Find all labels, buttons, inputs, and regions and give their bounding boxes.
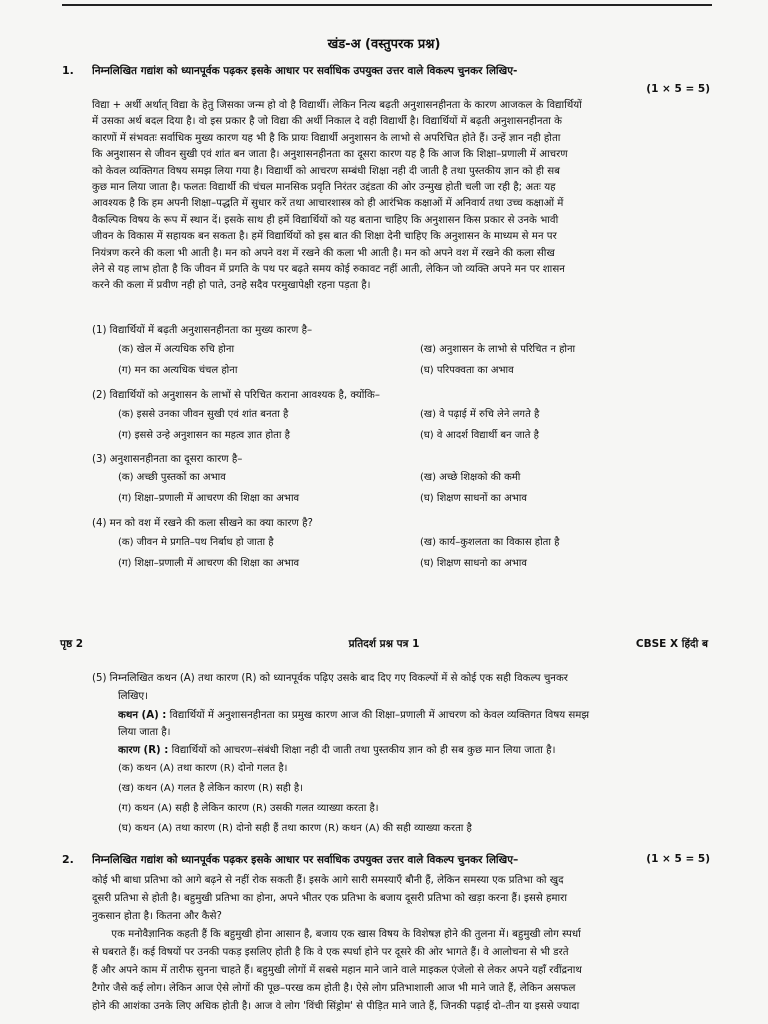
passage-line: वैकल्पिक विषय के रूप में स्थान दें। इसके साथ ही हमें विद्यार्थियों को यह बताना चाहिए कि अनुशासन किस प्रकार से उनके भावी <box>92 214 559 226</box>
option-ka[interactable]: (क) खेल में अत्यधिक रुचि होना <box>118 344 235 355</box>
assertion-cont: लिया जाता है। <box>118 727 171 738</box>
option-gha[interactable]: (घ) कथन (A) तथा कारण (R) दोनो सही हैं तथा कारण (R) कथन (A) की सही व्याख्या करता है <box>118 823 472 834</box>
passage-line: एक मनोवैज्ञानिक कहती हैं कि बहुमुखी होना आसान है, बजाय एक खास विषय के विशेषज्ञ होने की तुलना में। बहुमुखी लोग स्पर्धा <box>92 929 581 940</box>
option-ka[interactable]: (क) इससे उनका जीवन सुखी एवं शांत बनता है <box>118 409 289 420</box>
assertion <box>118 707 712 721</box>
course-label: CBSE X हिंदी ब <box>635 638 708 650</box>
assertion-text: विद्यार्थियों में अनुशासनहीनता का प्रमुख कारण आज की शिक्षा–प्रणाली में आचरण को केवल व्यक्तिगत विषय समझ <box>169 710 590 721</box>
passage-line: कि अनुशासन से जीवन सुखी एवं शांत बन जाता है। अनुशासनहीनता का दूसरा कारण यह है कि आज कि शिक्षा–प्रणाली में आचरण <box>92 149 568 161</box>
option-ga[interactable]: (ग) शिक्षा–प्रणाली में आचरण की शिक्षा का अभाव <box>118 558 300 569</box>
option-ga[interactable]: (ग) इससे उन्हे अनुशासन का महत्व ज्ञात होता है <box>118 430 290 441</box>
reason-label: कारण (R) : <box>118 745 169 756</box>
option-ka[interactable]: (क) कथन (A) तथा कारण (R) दोनो गलत है। <box>118 763 288 774</box>
option-kha[interactable]: (ख) अनुशासन के लाभो से परिचित न होना <box>420 344 576 355</box>
option-kha[interactable]: (ख) अच्छे शिक्षको की कमी <box>420 472 521 483</box>
subquestion-5: (5) निम्नलिखित कथन (A) तथा कारण (R) को ध्यानपूर्वक पढ़िए उसके बाद दिए गए विकल्पों में से कोई एक सही विकल्प चुनकर <box>92 673 568 684</box>
q1-heading: निम्नलिखित गद्यांश को ध्यानपूर्वक पढ़कर इसके आधार पर सर्वाधिक उपयुक्त उत्तर वाले विकल्प चुनकर लिखिए- <box>92 65 518 77</box>
passage-line: को केवल व्यक्तिगत विषय समझ लिया गया है। विद्यार्थी को आचरण सम्बंधी शिक्षा नही दी जाती है तथा पुस्तकीय ज्ञान को ही सब <box>92 165 560 177</box>
passage-line: जीवन के विकास में सहायक बन सकता है। हमें विद्यार्थियों को इस बात की शिक्षा देनी चाहिए कि अनुशासन के माध्यम से मन पर <box>92 231 557 243</box>
passage-line: लेने से यह लाभ होता है कि जीवन में प्रगति के पथ पर बढ़ते समय कोई रुकावट नहीं आती, लेकिन जो व्यक्ति अपने मन पर शासन <box>92 264 565 276</box>
q1-passage <box>92 98 712 295</box>
option-gha[interactable]: (घ) शिक्षण साधनो का अभाव <box>420 558 527 569</box>
passage-line: कोई भी बाधा प्रतिभा को आगे बढ़ने से नहीं रोक सकती हैं। इसके आगे सारी समस्याएँ बौनी हैं, लेकिन समस्या एक प्रतिभा को खुद <box>92 875 564 886</box>
option-ga[interactable]: (ग) मन का अत्यधिक चंचल होना <box>118 365 238 376</box>
top-rule <box>62 4 712 6</box>
section-title: खंड-अ (वस्तुपरक प्रश्न) <box>327 37 441 52</box>
paper-title: प्रतिदर्श प्रश्न पत्र 1 <box>348 638 420 650</box>
option-kha[interactable]: (ख) वे पढ़ाई में रुचि लेने लगते है <box>420 409 540 420</box>
passage-line: नियंत्रण करने की कला भी आती है। मन को अपने वश में रखने की कला भी आती है। मन को अपने वश में रखने की कला सीख <box>92 247 555 259</box>
assertion-label: कथन (A) : <box>118 710 167 721</box>
passage-line: हैं और अपने काम में तारीफ सुनना चाहते हैं। बहुमुखी लोगों में सबसे महान माने जाने वाले माइकल एंजेलो से लेकर अपने यहाँ रवींद्रनाथ <box>92 965 582 976</box>
passage-line: टैगोर जैसे कई लोग। लेकिन आज ऐसे लोगों की पूछ–परख कम होती है। ऐसे लोग प्रतिभाशाली आज भी माने जाते हैं, लेकिन असफल <box>92 983 576 994</box>
option-kha[interactable]: (ख) कथन (A) गलत है लेकिन कारण (R) सही है। <box>118 783 303 794</box>
q2-marks: (1 × 5 = 5) <box>646 853 710 865</box>
reason <box>118 742 712 756</box>
subquestion-3: (3) अनुशासनहीनता का दूसरा कारण है– <box>92 454 243 465</box>
subquestion-4: (4) मन को वश में रखने की कला सीखने का क्या कारण है? <box>92 518 313 529</box>
subquestion-1: (1) विद्यार्थियों में बढ़ती अनुशासनहीनता का मुख्य कारण है– <box>92 325 313 336</box>
reason-text: विद्यार्थियों को आचरण–संबंधी शिक्षा नही दी जाती तथा पुस्तकीय ज्ञान को ही सब कुछ मान लिया जाता है। <box>171 745 556 756</box>
q2-passage <box>92 872 712 1016</box>
passage-line: करने की कला में प्रवीण नही हो पाते, उनहे सदैव परमुखापेक्षी रहना पड़ता है। <box>92 280 371 292</box>
passage-line: से घबराते हैं। कई विषयों पर उनकी पकड़ इसलिए होती है कि वे एक स्पर्धा होने पर दूसरे की ओर भागते हैं। वे आलोचना से भी डरते <box>92 947 569 958</box>
option-gha[interactable]: (घ) शिक्षण साधनों का अभाव <box>420 493 527 504</box>
passage-line: होने की आशंका उनके लिए अधिक होती है। आज वे लोग 'विंची सिंड्रोम' से पीड़ित माने जाते हैं, जिनकी पढ़ाई दो–तीन या इससे ज्यादा <box>92 1001 580 1012</box>
option-kha[interactable]: (ख) कार्य–कुशलता का विकास होता है <box>420 537 560 548</box>
passage-line: कारणों में संभवतः सर्वाधिक मुख्य कारण यह भी है कि प्रायः विद्यार्थी अनुशासन के लाभो से अपरिचित होते हैं। उन्हें ज्ञान नही होता <box>92 132 561 144</box>
q2-heading: निम्नलिखित गद्यांश को ध्यानपूर्वक पढ़कर इसके आधार पर सर्वाधिक उपयुक्त उत्तर वाले विकल्प चुनकर लिखिए– <box>92 854 519 866</box>
option-ga[interactable]: (ग) शिक्षा–प्रणाली में आचरण की शिक्षा का अभाव <box>118 493 300 504</box>
option-ka[interactable]: (क) जीवन मे प्रगति–पथ निर्बाध हो जाता है <box>118 537 274 548</box>
passage-line: दूसरी प्रतिभा से होती है। बहुमुखी प्रतिभा का होना, अपने भीतर एक प्रतिभा के बजाय दूसरी प्रतिभा को खड़ा करना हैं। इससे हमारा <box>92 893 567 904</box>
passage-line: में उसका अर्थ बदल दिया है। वो इस प्रकार है जो विद्या की अर्थी निकाल दे वही विद्यार्थी है। विद्यार्थियों में बढ़ती अनुशासनहीनता के <box>92 116 562 128</box>
option-ga[interactable]: (ग) कथन (A) सही है लेकिन कारण (R) उसकी गलत व्याख्या करता है। <box>118 803 379 814</box>
passage-line: नुकसान होता है। कितना और कैसे? <box>92 911 222 922</box>
passage-line: विद्या + अर्थी अर्थात् विद्या के हेतु जिसका जन्म हो वो है विद्यार्थी। लेकिन नित्य बढ़ती अनुशासनहीनता के कारण आजकल के विद्यार्थियों <box>92 100 582 111</box>
subquestion-2: (2) विद्यार्थियों को अनुशासन के लाभों से परिचित कराना आवश्यक है, क्योंकि– <box>92 390 380 401</box>
passage-line: कुछ मान लिया जाता है। फलतः विद्यार्थी की चंचल मानसिक प्रवृति निरंतर उद्दंडता की ओर उन्मुख होती चली जा रही है; अतः यह <box>92 182 556 194</box>
q1-marks: (1 × 5 = 5) <box>646 83 710 95</box>
passage-line: आवश्यक है कि हम अपनी शिक्षा–पद्धति में सुधार करें तथा आचारशास्त्र को ही आरंभिक कक्षाओं में अनिवार्य तथा उच्च कक्षाओं में <box>92 198 564 210</box>
subquestion-5-cont: लिखिए। <box>118 691 149 702</box>
q1-number: 1. <box>62 64 74 77</box>
page-number: पृष्ठ 2 <box>60 638 84 650</box>
q2-number: 2. <box>62 853 74 866</box>
option-ka[interactable]: (क) अच्छी पुस्तकों का अभाव <box>118 472 226 483</box>
option-gha[interactable]: (घ) वे आदर्श विद्यार्थी बन जाते है <box>420 430 539 441</box>
option-gha[interactable]: (घ) परिपक्वता का अभाव <box>420 365 514 376</box>
